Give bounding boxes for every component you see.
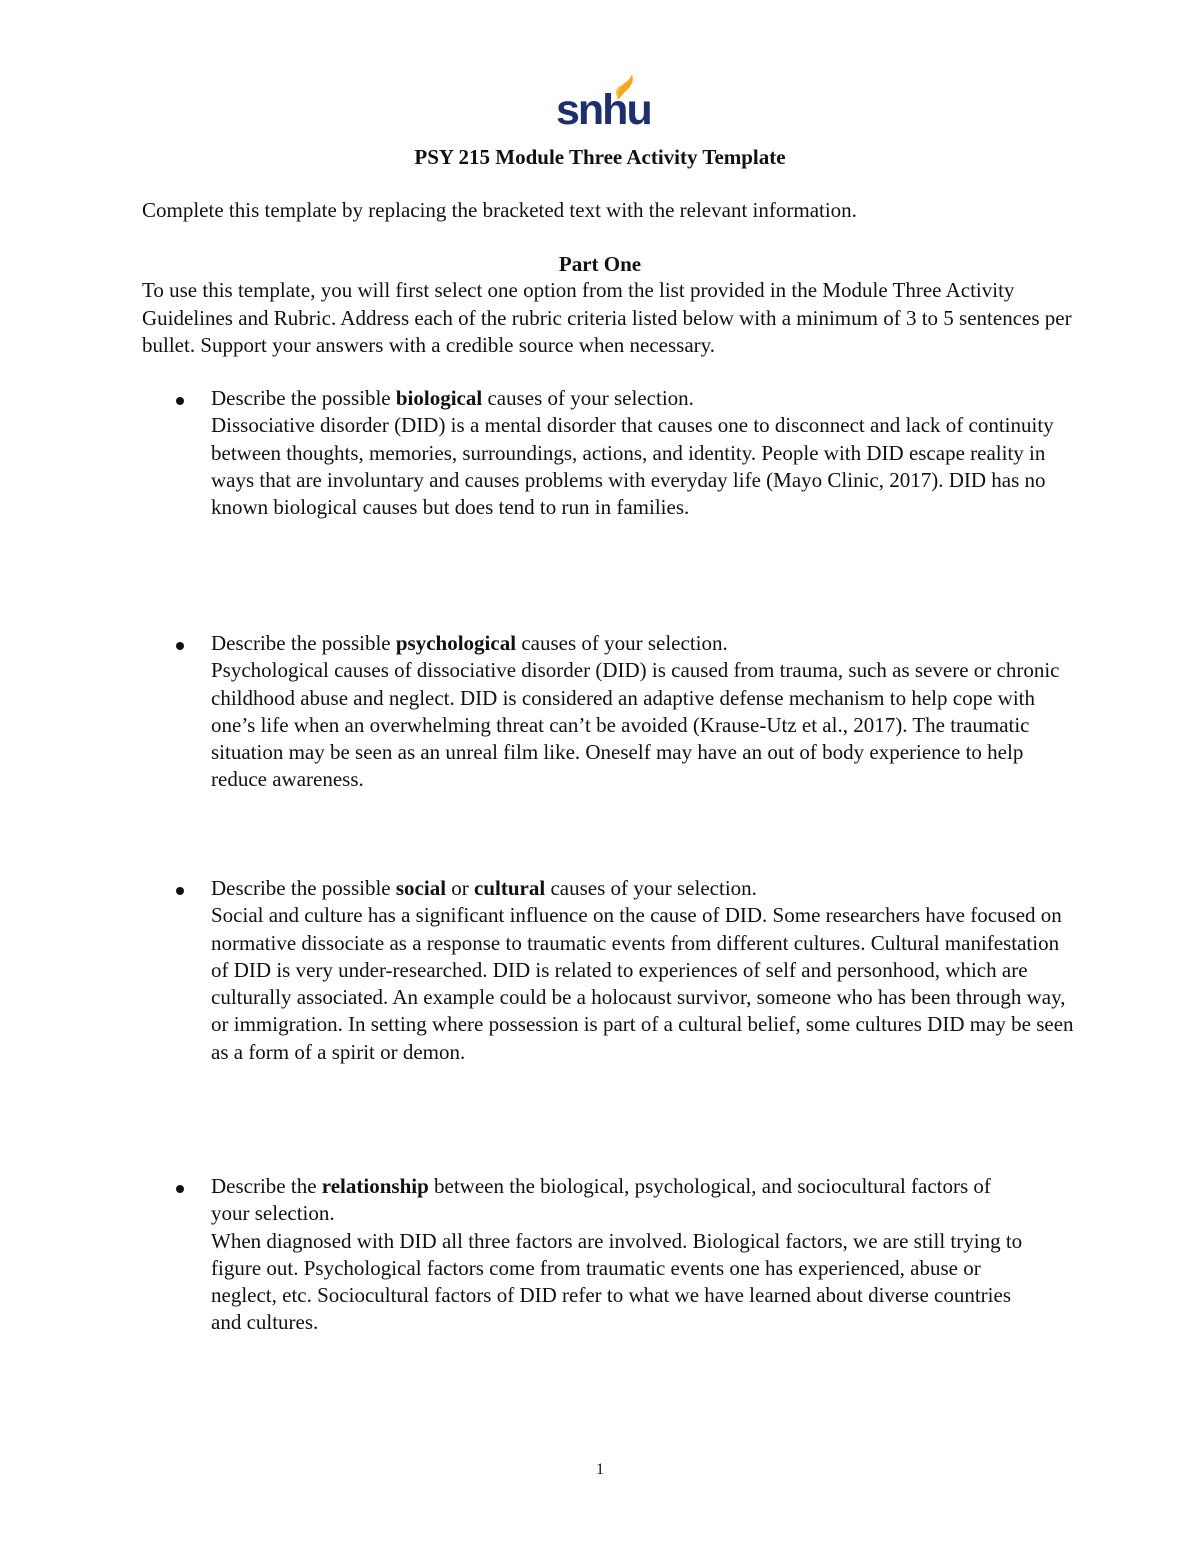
- logo-wordmark: snhu: [556, 86, 651, 134]
- intro-text: Complete this template by replacing the bracketed text with the relevant information.: [142, 198, 857, 222]
- page-number: 1: [596, 1461, 604, 1478]
- bullet-icon: [174, 875, 194, 903]
- part-heading: Part One: [558, 252, 642, 276]
- item-prompt: Describe the possible social or cultural causes of your selection.: [211, 876, 757, 900]
- list-item-biological: [211, 385, 1081, 521]
- item-answer: When diagnosed with DID all three factors are involved. Biological factors, we are still trying to figure out. Psychological factors come from traumatic events one has experienced, abuse or neglect, etc. Sociocultural factors of DID refer to what we have learned about diverse countries and cultures.: [211, 1228, 1023, 1335]
- item-prompt: Describe the relationship between the biological, psychological, and sociocultural factors of your selection.: [211, 1174, 991, 1226]
- item-answer: Psychological causes of dissociative disorder (DID) is caused from trauma, such as severe or chronic childhood abuse and neglect. DID is considered an adaptive defense mechanism to help cope with one’s life when an overwhelming threat can’t be avoided (Krause-Utz et al., 2017). The traumatic situation may be seen as an unreal film like. Oneself may have an out of body experience to help reduce awareness.: [211, 658, 1060, 792]
- instructions-text: To use this template, you will first select one option from the list provided in the Module Three Activity Guidelines and Rubric. Address each of the rubric criteria listed below with a minimum of 3 to 5 sentences per bullet. Support your answers with a credible source when necessary.: [142, 278, 1072, 357]
- bullet-icon: [174, 630, 194, 658]
- list-item-social-cultural: [211, 875, 1081, 1066]
- snhu-logo: [556, 74, 651, 134]
- item-prompt: Describe the possible psychological causes of your selection.: [211, 631, 728, 655]
- bullet-icon: [174, 1173, 194, 1201]
- item-answer: Dissociative disorder (DID) is a mental disorder that causes one to disconnect and lack of continuity between thoughts, memories, surroundings, actions, and identity. People with DID escape reality in ways that are involuntary and causes problems with everyday life (Mayo Clinic, 2017). DID has no known biological causes but does tend to run in families.: [211, 413, 1054, 520]
- bullet-icon: [174, 385, 194, 413]
- list-item-relationship: [211, 1173, 1031, 1337]
- item-prompt: Describe the possible biological causes of your selection.: [211, 386, 694, 410]
- item-answer: Social and culture has a significant influence on the cause of DID. Some researchers have focused on normative dissociate as a response to traumatic events from different cultures. Cultural manifestation of DID is very under-researched. DID is related to experiences of self and personhood, which are culturally associated. An example could be a holocaust survivor, someone who has been through way, or immigration. In setting where possession is part of a cultural belief, some cultures DID may be seen as a form of a spirit or demon.: [211, 903, 1074, 1064]
- document-title: PSY 215 Module Three Activity Template: [414, 145, 786, 169]
- list-item-psychological: [211, 630, 1081, 794]
